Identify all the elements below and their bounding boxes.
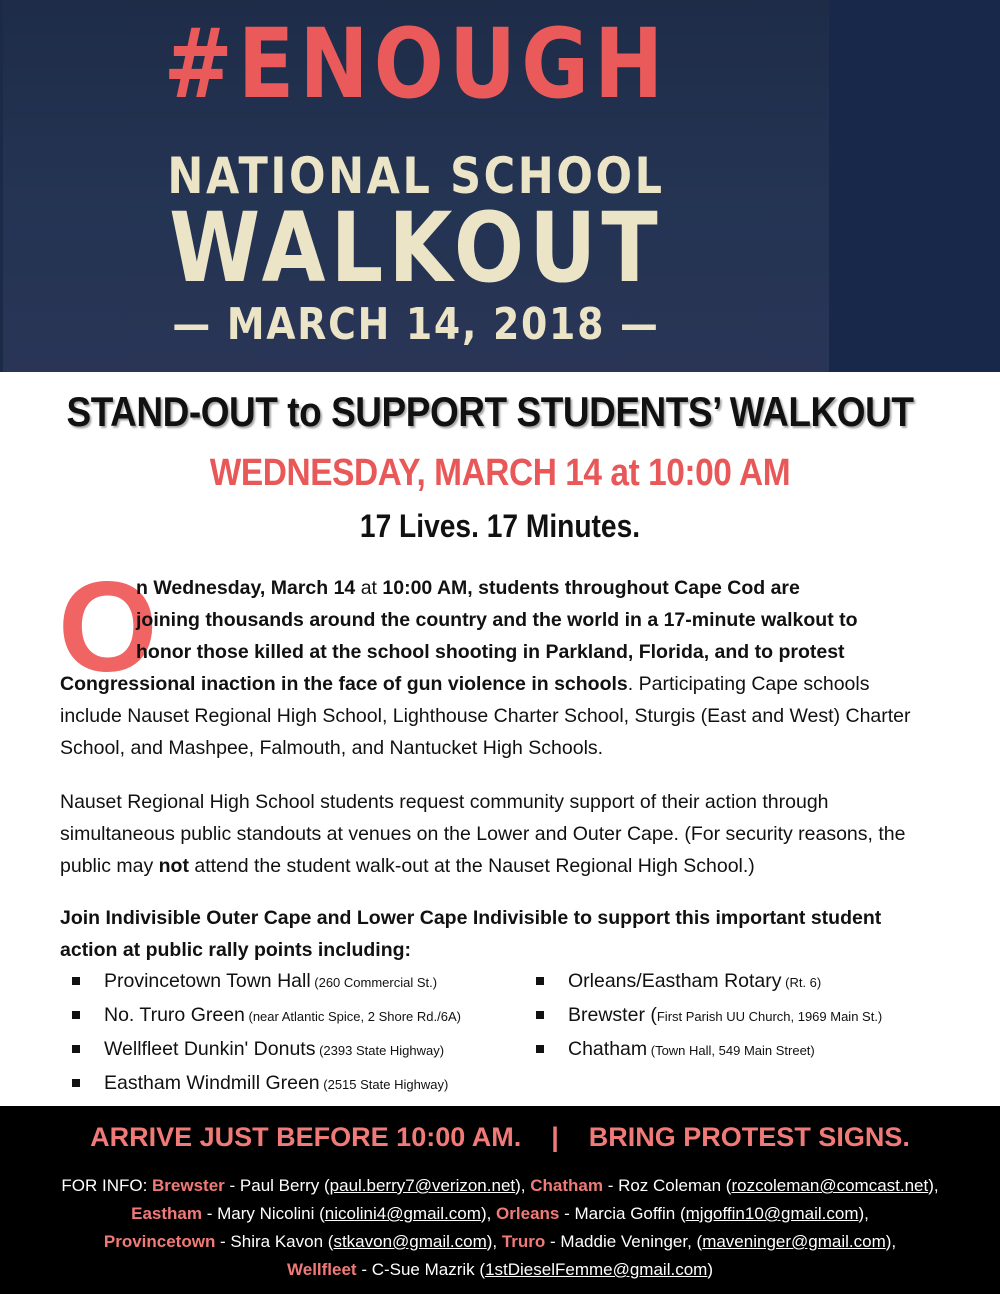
- intro-line-6: School, and Mashpee, Falmouth, and Nantucket High Schools.: [60, 737, 604, 759]
- arrive-text: ARRIVE JUST BEFORE 10:00 AM.: [90, 1122, 522, 1152]
- contact-info: [0, 1172, 1000, 1284]
- contact-end: ),: [885, 1232, 897, 1251]
- support-line-1: Nauset Regional High School students request community support of their action through: [60, 791, 829, 813]
- footer: [0, 1106, 1000, 1294]
- bullet-icon: [72, 1011, 80, 1019]
- location-detail: (2393 State Highway): [315, 1043, 445, 1058]
- dropcap-letter: O: [58, 556, 158, 699]
- list-item: [536, 1033, 956, 1067]
- support-not-text: not: [158, 855, 189, 877]
- location-detail: (260 Commercial St.): [310, 975, 438, 990]
- location-name: Eastham Windmill Green: [104, 1072, 320, 1094]
- location-detail: First Parish UU Church, 1969 Main St.): [656, 1009, 883, 1024]
- contact-town: Brewster: [152, 1176, 225, 1195]
- banner-date: — MARCH 14, 2018 —: [172, 299, 660, 350]
- contact-email-link[interactable]: rozcoleman@comcast.net: [731, 1176, 929, 1195]
- contact-end: ): [707, 1260, 713, 1279]
- intro-paragraph: [60, 572, 950, 764]
- location-detail: (near Atlantic Spice, 2 Shore Rd./6A): [244, 1009, 461, 1024]
- contact-town: Provincetown: [103, 1232, 216, 1251]
- location-detail: (2515 State Highway): [319, 1077, 449, 1092]
- rally-locations-right: [536, 965, 956, 1067]
- contact-line-1: [0, 1172, 1000, 1200]
- contact-name: - Shira Kavon (: [215, 1232, 334, 1251]
- contact-end: ),: [858, 1204, 869, 1223]
- contact-town: Truro: [501, 1232, 546, 1251]
- contact-town: Chatham: [530, 1176, 603, 1195]
- contact-town: Wellfleet: [287, 1260, 357, 1279]
- bullet-icon: [536, 1045, 544, 1053]
- intro-line-3: honor those killed at the school shooting in Parkland, Florida, and to protest: [136, 641, 845, 663]
- join-paragraph: [60, 902, 950, 966]
- separator: |: [551, 1122, 559, 1152]
- contact-name: - Marcia Goffin (: [559, 1204, 686, 1223]
- contact-line-3: [0, 1228, 1000, 1256]
- contact-email-link[interactable]: mjgoffin10@gmail.com: [685, 1204, 859, 1223]
- contact-town: Eastham: [131, 1204, 202, 1223]
- contact-line-2: [0, 1200, 1000, 1228]
- contact-name: - Mary Nicolini (: [201, 1204, 325, 1223]
- event-datetime: WEDNESDAY, MARCH 14 at 10:00 AM: [209, 452, 791, 494]
- footer-callout: [0, 1122, 1000, 1153]
- intro-line-1: [60, 572, 950, 604]
- intro-line-4: [60, 668, 950, 700]
- contact-email-link[interactable]: paul.berry7@verizon.net: [329, 1176, 516, 1195]
- bullet-icon: [72, 1045, 80, 1053]
- bullet-icon: [536, 1011, 544, 1019]
- intro-schools-lead: . Participating Cape schools: [627, 673, 870, 695]
- contact-end: ),: [486, 1232, 502, 1251]
- support-line-2: simultaneous public standouts at venues on the Lower and Outer Cape. (For security reasons, the: [60, 823, 906, 845]
- location-name: Orleans/Eastham Rotary: [568, 970, 782, 992]
- contact-end: ),: [515, 1176, 531, 1195]
- support-public-text: public may: [60, 855, 159, 877]
- bullet-icon: [72, 1079, 80, 1087]
- intro-line-2: joining thousands around the country and the world in a 17-minute walkout to: [136, 609, 858, 631]
- intro-time-text: 10:00 AM, students throughout Cape Cod are: [382, 577, 800, 599]
- signs-text: BRING PROTEST SIGNS.: [588, 1122, 910, 1152]
- location-name: No. Truro Green: [104, 1004, 245, 1026]
- location-detail: (Rt. 6): [781, 975, 822, 990]
- location-name: Chatham: [568, 1038, 648, 1060]
- bullet-icon: [72, 977, 80, 985]
- join-line-1: Join Indivisible Outer Cape and Lower Cape Indivisible to support this important student: [60, 907, 882, 929]
- location-name: Provincetown Town Hall: [104, 970, 311, 992]
- support-attend-text: attend the student walk-out at the Nauset Regional High School.): [188, 855, 755, 877]
- contact-name: - C-Sue Mazrik (: [356, 1260, 486, 1279]
- list-item: [536, 965, 956, 999]
- tagline: 17 Lives. 17 Minutes.: [359, 508, 641, 544]
- list-item: [72, 999, 532, 1033]
- banner-national-school: NATIONAL SCHOOL: [167, 147, 665, 205]
- banner-image: [3, 0, 829, 372]
- list-item: [72, 1067, 532, 1101]
- intro-inaction-text: Congressional inaction in the face of gun violence in schools: [60, 673, 628, 695]
- location-name: Brewster (: [568, 1004, 657, 1026]
- intro-at-text: at: [355, 577, 383, 599]
- support-line-3: [60, 850, 950, 882]
- banner-walkout: WALKOUT: [169, 192, 663, 304]
- bullet-icon: [536, 977, 544, 985]
- list-item: [536, 999, 956, 1033]
- contact-email-link[interactable]: nicolini4@gmail.com: [324, 1204, 481, 1223]
- contact-line-4: [0, 1256, 1000, 1284]
- intro-date-text: n Wednesday, March 14: [136, 577, 356, 599]
- list-item: [72, 1033, 532, 1067]
- contact-end: ),: [928, 1176, 939, 1195]
- contact-email-link[interactable]: 1stDieselFemme@gmail.com: [485, 1260, 708, 1279]
- for-info-label: FOR INFO:: [61, 1176, 153, 1195]
- page-title: STAND-OUT to SUPPORT STUDENTS’ WALKOUT: [66, 388, 914, 435]
- banner-hashtag: #ENOUGH: [163, 8, 669, 120]
- rally-locations-left: [72, 965, 532, 1101]
- contact-email-link[interactable]: stkavon@gmail.com: [333, 1232, 487, 1251]
- support-paragraph: [60, 786, 950, 882]
- banner: [0, 0, 1000, 372]
- list-item: [72, 965, 532, 999]
- contact-email-link[interactable]: maveninger@gmail.com: [702, 1232, 886, 1251]
- contact-name: - Maddie Veninger, (: [545, 1232, 703, 1251]
- intro-line-5: include Nauset Regional High School, Lighthouse Charter School, Sturgis (East and West) Charter: [60, 705, 911, 727]
- join-line-2: action at public rally points including:: [60, 939, 412, 961]
- contact-town: Orleans: [496, 1204, 560, 1223]
- banner-side-panel: [829, 0, 1000, 372]
- location-detail: (Town Hall, 549 Main Street): [647, 1043, 815, 1058]
- contact-name: - Paul Berry (: [224, 1176, 330, 1195]
- contact-name: - Roz Coleman (: [602, 1176, 732, 1195]
- location-name: Wellfleet Dunkin' Donuts: [104, 1038, 316, 1060]
- contact-end: ),: [480, 1204, 497, 1223]
